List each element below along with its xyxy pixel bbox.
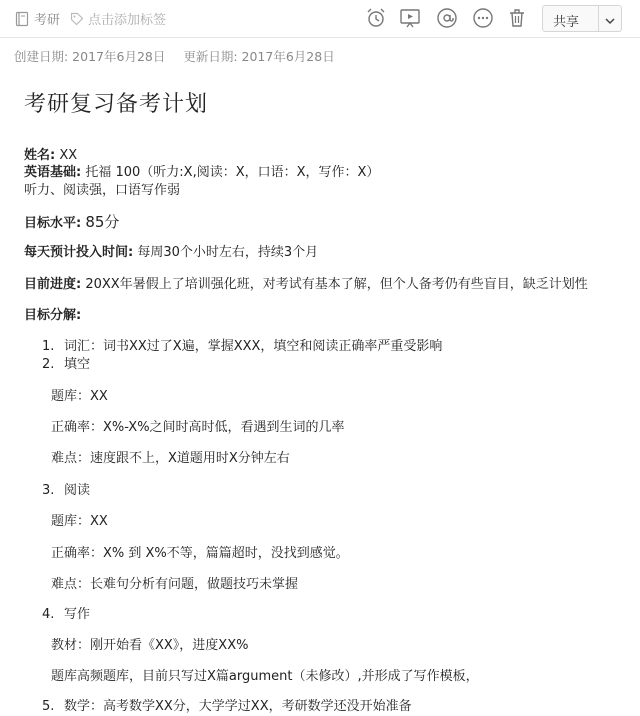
list-item-text: 填空	[64, 357, 91, 372]
progress-label: 目前进度:	[24, 277, 82, 292]
list-number: 1.	[42, 339, 55, 354]
target-label: 目标水平:	[24, 216, 82, 231]
list-item-text: 词汇：词书XX过了X遍，掌握XXX，填空和阅读正确率严重受影响	[64, 339, 443, 354]
reading-accuracy: 正确率：X% 到 X%不等，篇篇超时，没找到感觉。	[51, 546, 349, 561]
reminder-clock-icon[interactable]	[364, 6, 388, 30]
english-note: 听力、阅读强，口语写作弱	[24, 183, 181, 198]
english-label: 英语基础:	[24, 165, 82, 180]
tag-input[interactable]: 点击添加标签	[88, 13, 167, 28]
tag-icon[interactable]	[70, 12, 84, 26]
notebook-icon[interactable]	[14, 11, 30, 27]
page-title[interactable]: 考研复习备考计划	[24, 92, 209, 117]
toolbar-left	[14, 9, 166, 28]
toolbar	[0, 0, 640, 38]
english-value: 托福 100（听力:X,阅读：X，口语：X，写作：X）	[85, 165, 380, 180]
list-item	[42, 482, 90, 500]
target-value: 85分	[85, 213, 120, 231]
note-meta	[14, 47, 335, 65]
list-item	[42, 338, 442, 356]
daily-label: 每天预计投入时间:	[24, 245, 134, 260]
chevron-down-icon[interactable]	[604, 12, 616, 24]
updated-date: 更新日期: 2017年6月28日	[183, 49, 335, 64]
reading-difficulty: 难点：长难句分析有问题，做题技巧未掌握	[51, 577, 299, 592]
list-item	[42, 698, 412, 716]
list-number: 5.	[42, 699, 55, 714]
list-item-text: 数学：高考数学XX分，大学学过XX，考研数学还没开始准备	[64, 699, 412, 714]
list-number: 2.	[42, 357, 55, 372]
progress-value: 20XX年暑假上了培训强化班，对考试有基本了解，但个人备考仍有些盲目，缺乏计划性	[85, 277, 588, 292]
present-icon[interactable]	[398, 6, 422, 30]
breakdown-label: 目标分解:	[24, 308, 82, 323]
daily-line	[24, 244, 318, 262]
more-icon[interactable]	[471, 6, 495, 30]
notebook-selector[interactable]: 考研	[34, 13, 61, 28]
progress-line	[24, 276, 588, 294]
fill-difficulty: 难点：速度跟不上，X道题用时X分钟左右	[51, 451, 290, 466]
target-line	[24, 213, 119, 233]
share-divider	[598, 6, 599, 31]
share-label: 共享	[553, 15, 580, 30]
writing-bank: 题库高频题库，目前只写过X篇argument（未修改）,并形成了写作模板，	[51, 669, 479, 684]
name-label: 姓名:	[24, 148, 56, 163]
list-number: 3.	[42, 483, 55, 498]
list-number: 4.	[42, 607, 55, 622]
name-value: XX	[59, 148, 78, 163]
english-line	[24, 164, 379, 182]
fill-bank: 题库：XX	[51, 389, 108, 404]
list-item-text: 写作	[64, 607, 91, 622]
name-line	[24, 147, 77, 165]
trash-icon[interactable]	[505, 6, 529, 30]
list-item	[42, 356, 90, 374]
writing-textbook: 教材：刚开始看《XX》，进度XX%	[51, 638, 249, 653]
info-icon[interactable]	[435, 6, 459, 30]
daily-value: 每周30个小时左右，持续3个月	[137, 245, 319, 260]
share-button[interactable]	[542, 5, 622, 32]
list-item-text: 阅读	[64, 483, 91, 498]
reading-bank: 题库：XX	[51, 514, 108, 529]
fill-accuracy: 正确率：X%-X%之间时高时低，看遇到生词的几率	[51, 420, 345, 435]
created-date: 创建日期: 2017年6月28日	[14, 49, 166, 64]
list-item	[42, 606, 90, 624]
